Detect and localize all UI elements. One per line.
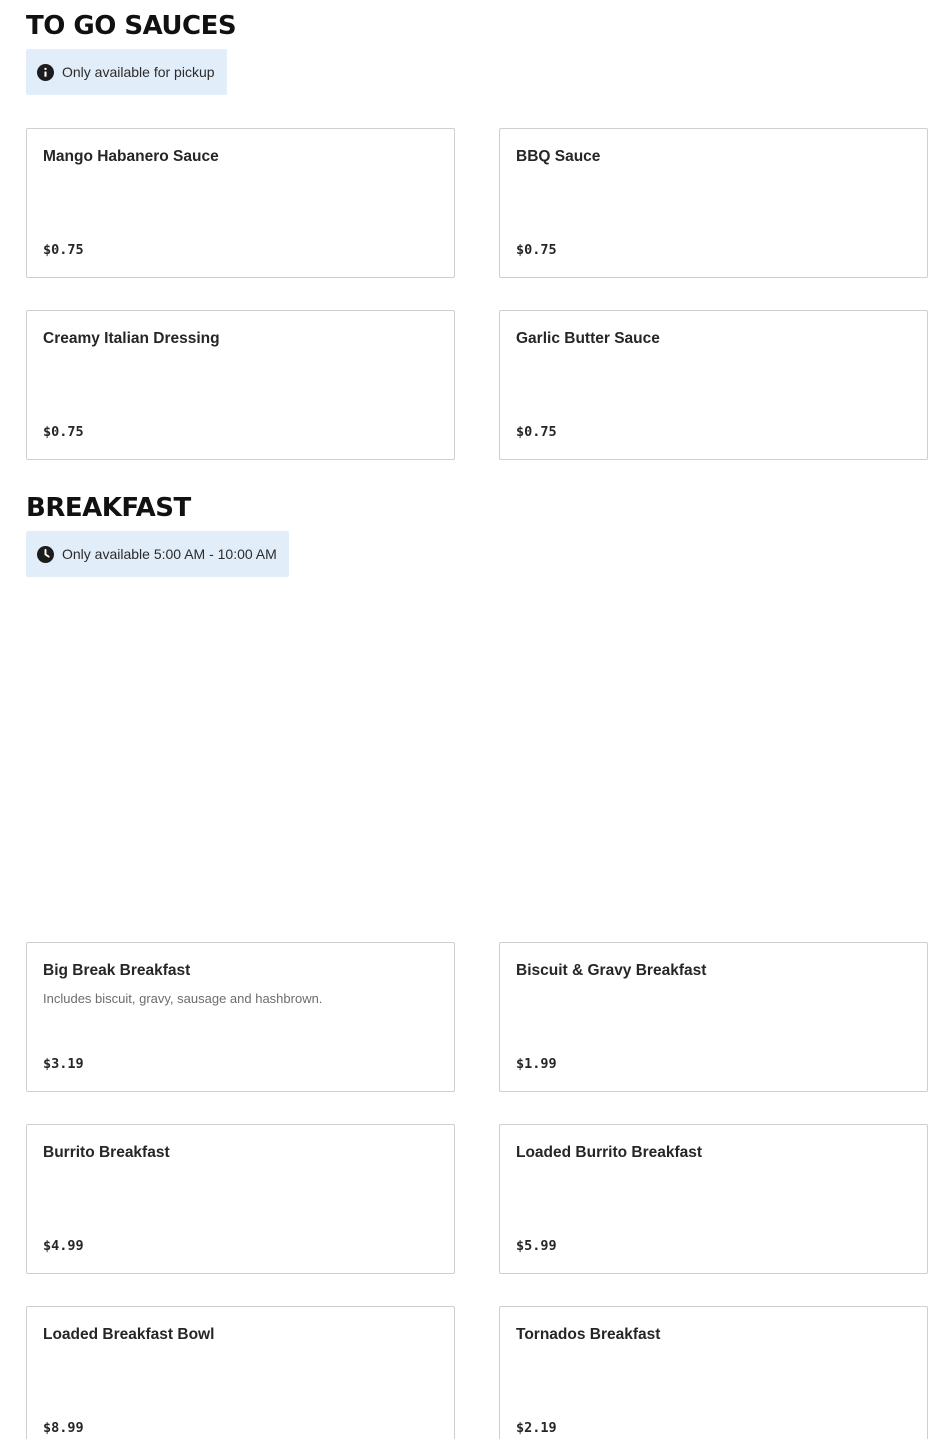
notice-text: Only available for pickup: [62, 64, 215, 80]
item-price: $0.75: [43, 424, 84, 440]
menu-item-card[interactable]: [499, 1124, 928, 1274]
item-price: $2.19: [516, 1420, 557, 1436]
notice-text: Only available 5:00 AM - 10:00 AM: [62, 546, 277, 562]
item-name: Garlic Butter Sauce: [516, 330, 660, 347]
menu-item-card[interactable]: [499, 128, 928, 278]
item-name: Mango Habanero Sauce: [43, 148, 219, 165]
info-icon: [37, 64, 54, 81]
section-title: BREAKFAST: [26, 493, 191, 523]
item-price: $0.75: [516, 242, 557, 258]
item-name: Loaded Burrito Breakfast: [516, 1144, 703, 1161]
menu-item-card[interactable]: [26, 1124, 455, 1274]
menu-grid-breakfast: [26, 942, 928, 1439]
item-name: Tornados Breakfast: [516, 1326, 661, 1343]
item-price: $0.75: [516, 424, 557, 440]
item-price: $8.99: [43, 1420, 84, 1436]
item-price: $5.99: [516, 1238, 557, 1254]
item-name: Burrito Breakfast: [43, 1144, 170, 1161]
menu-item-card[interactable]: [26, 310, 455, 460]
menu-item-card[interactable]: [499, 942, 928, 1092]
item-name: Big Break Breakfast: [43, 962, 191, 979]
item-price: $0.75: [43, 242, 84, 258]
section-title: TO GO SAUCES: [26, 11, 237, 41]
menu-item-card[interactable]: [499, 1306, 928, 1439]
clock-icon: [37, 546, 54, 563]
menu-item-card[interactable]: [499, 310, 928, 460]
item-price: $3.19: [43, 1056, 84, 1072]
menu-item-card[interactable]: [26, 942, 455, 1092]
item-description: Includes biscuit, gravy, sausage and hashbrown.: [43, 991, 323, 1006]
item-name: Loaded Breakfast Bowl: [43, 1326, 215, 1343]
item-name: Creamy Italian Dressing: [43, 330, 220, 347]
availability-notice: [26, 531, 289, 577]
section-to-go-sauces: [26, 11, 928, 95]
menu-item-card[interactable]: [26, 1306, 455, 1439]
section-breakfast: [26, 493, 928, 577]
item-name: BBQ Sauce: [516, 148, 601, 165]
menu-item-card[interactable]: [26, 128, 455, 278]
item-price: $1.99: [516, 1056, 557, 1072]
availability-notice: [26, 49, 227, 95]
menu-grid-sauces: [26, 128, 928, 460]
item-price: $4.99: [43, 1238, 84, 1254]
item-name: Biscuit & Gravy Breakfast: [516, 962, 707, 979]
